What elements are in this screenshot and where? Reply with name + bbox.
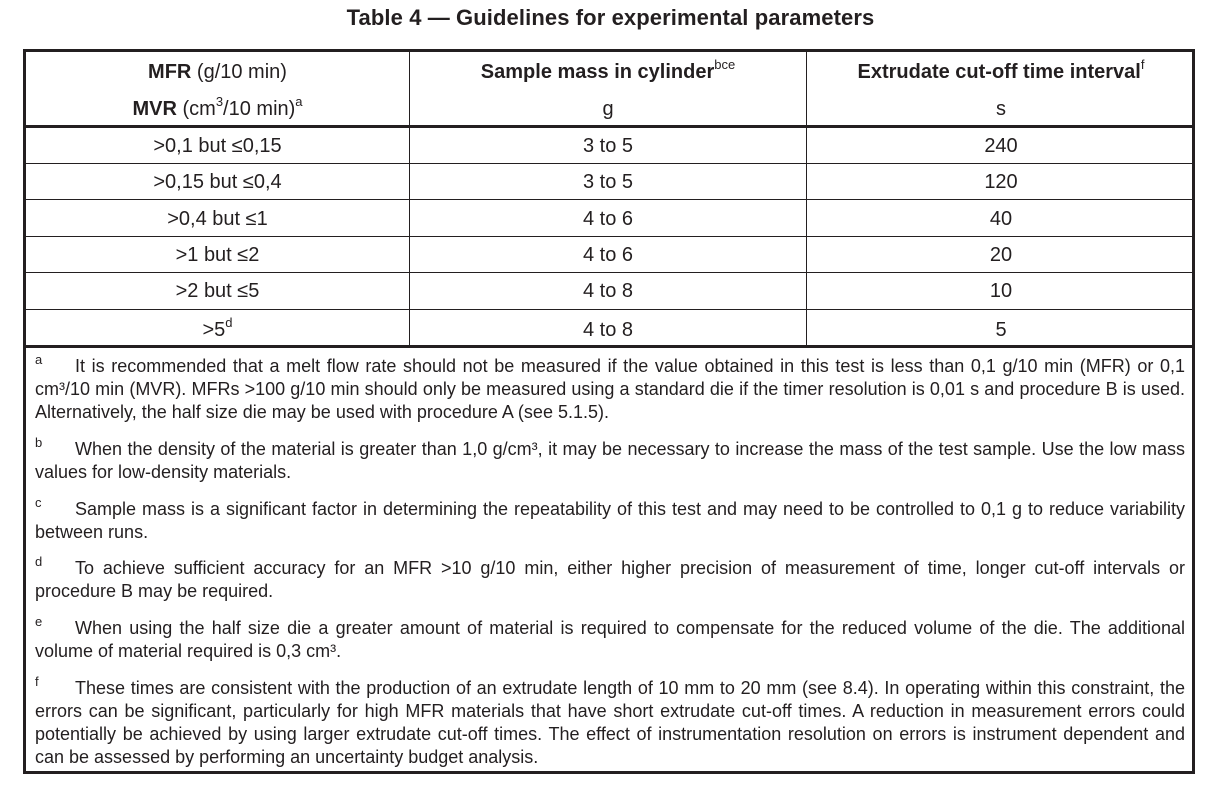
row-divider bbox=[26, 309, 1192, 310]
table-cell-range: >1 but ≤2 bbox=[175, 244, 260, 266]
footnote-c: c Sample mass is a significant factor in determining the repeatability of this test and may need to be controlled to 0,1 g to reduce variability between runs. bbox=[35, 495, 1185, 542]
header-cutoff-time: Extrudate cut-off time interval$^f$ bbox=[857, 57, 1145, 83]
table-cell-time: 120 bbox=[984, 171, 1018, 193]
table-cell-mass: 4 to 6 bbox=[582, 208, 634, 230]
table-cell-time: 240 bbox=[984, 135, 1018, 157]
table-cell-mass: 3 to 5 bbox=[582, 171, 634, 193]
footnote-a: a It is recommended that a melt flow rate should not be measured if the value obtained in this test is less than 0,1 g/10 min (MFR) or 0,1 cm³/10 min (MVR). MFRs >100 g/10 min should only be measured using a standard die if the timer resolution is 0,01 s and procedure B is used. Alternatively, the half size die may be used with procedure A (see 5.1.5). bbox=[35, 352, 1185, 422]
table-cell-range: $>5^d$ bbox=[202, 315, 233, 341]
table-cell-range: >0,4 but ≤1 bbox=[167, 208, 268, 230]
table-cell-mass: 4 to 6 bbox=[582, 244, 634, 266]
header-cutoff-time-unit: s bbox=[996, 98, 1006, 120]
table-cell-time: 40 bbox=[989, 208, 1013, 230]
table-cell-time: 5 bbox=[995, 319, 1007, 341]
table-cell-range: >0,15 but ≤0,4 bbox=[153, 171, 282, 193]
footnote-e: e When using the half size die a greater amount of material is required to compensate for the reduced volume of the die. The additional volume of material required is 0,3 cm³. bbox=[35, 614, 1185, 661]
table-cell-time: 10 bbox=[989, 280, 1013, 302]
row-divider bbox=[26, 163, 1192, 164]
footnote-divider bbox=[26, 345, 1192, 348]
footnote-f: f These times are consistent with the production of an extrudate length of 10 mm to 20 mm (see 8.4). In operating within this constraint, the errors can be significant, particularly for high MFR materials that have short extrudate cut-off times. A reduction in measurement errors could potentially be achieved by using larger extrudate cut-off times. The effect of instrumentation resolution on errors is instrument dependent and can be assessed by performing an uncertainty budget analysis. bbox=[35, 674, 1185, 767]
footnote-ref: bce bbox=[714, 57, 736, 72]
row-divider bbox=[26, 236, 1192, 237]
table-cell-range: >0,1 but ≤0,15 bbox=[153, 135, 282, 157]
row-divider bbox=[26, 199, 1192, 200]
footnote-ref: f bbox=[1140, 57, 1145, 72]
header-mvr: MVR ($cm^3/10$ min)$^a$ bbox=[132, 94, 303, 120]
row-divider bbox=[26, 272, 1192, 273]
parameters-table bbox=[23, 49, 1195, 774]
table-cell-mass: 4 to 8 bbox=[582, 280, 634, 302]
table-cell-range: >2 but ≤5 bbox=[175, 280, 260, 302]
header-mfr: MFR (g/10 min) bbox=[148, 61, 287, 83]
table-cell-mass: 3 to 5 bbox=[582, 135, 634, 157]
footnote-d: d To achieve sufficient accuracy for an MFR >10 g/10 min, either higher precision of measurement of time, longer cut-off intervals or procedure B may be required. bbox=[35, 554, 1185, 601]
table-title: Table 4 — Guidelines for experimental parameters bbox=[346, 5, 875, 30]
footnote-ref: a bbox=[295, 94, 303, 109]
header-sample-mass-unit: g bbox=[602, 98, 614, 120]
footnote-ref: d bbox=[225, 315, 233, 330]
table-cell-mass: 4 to 8 bbox=[582, 319, 634, 341]
header-divider bbox=[26, 125, 1192, 128]
footnote-b: b When the density of the material is greater than 1,0 g/cm³, it may be necessary to increase the mass of the test sample. Use the low mass values for low-density materials. bbox=[35, 435, 1185, 482]
table-cell-time: 20 bbox=[989, 244, 1013, 266]
header-sample-mass: Sample mass in cylinder$^{bce}$ bbox=[480, 57, 736, 83]
